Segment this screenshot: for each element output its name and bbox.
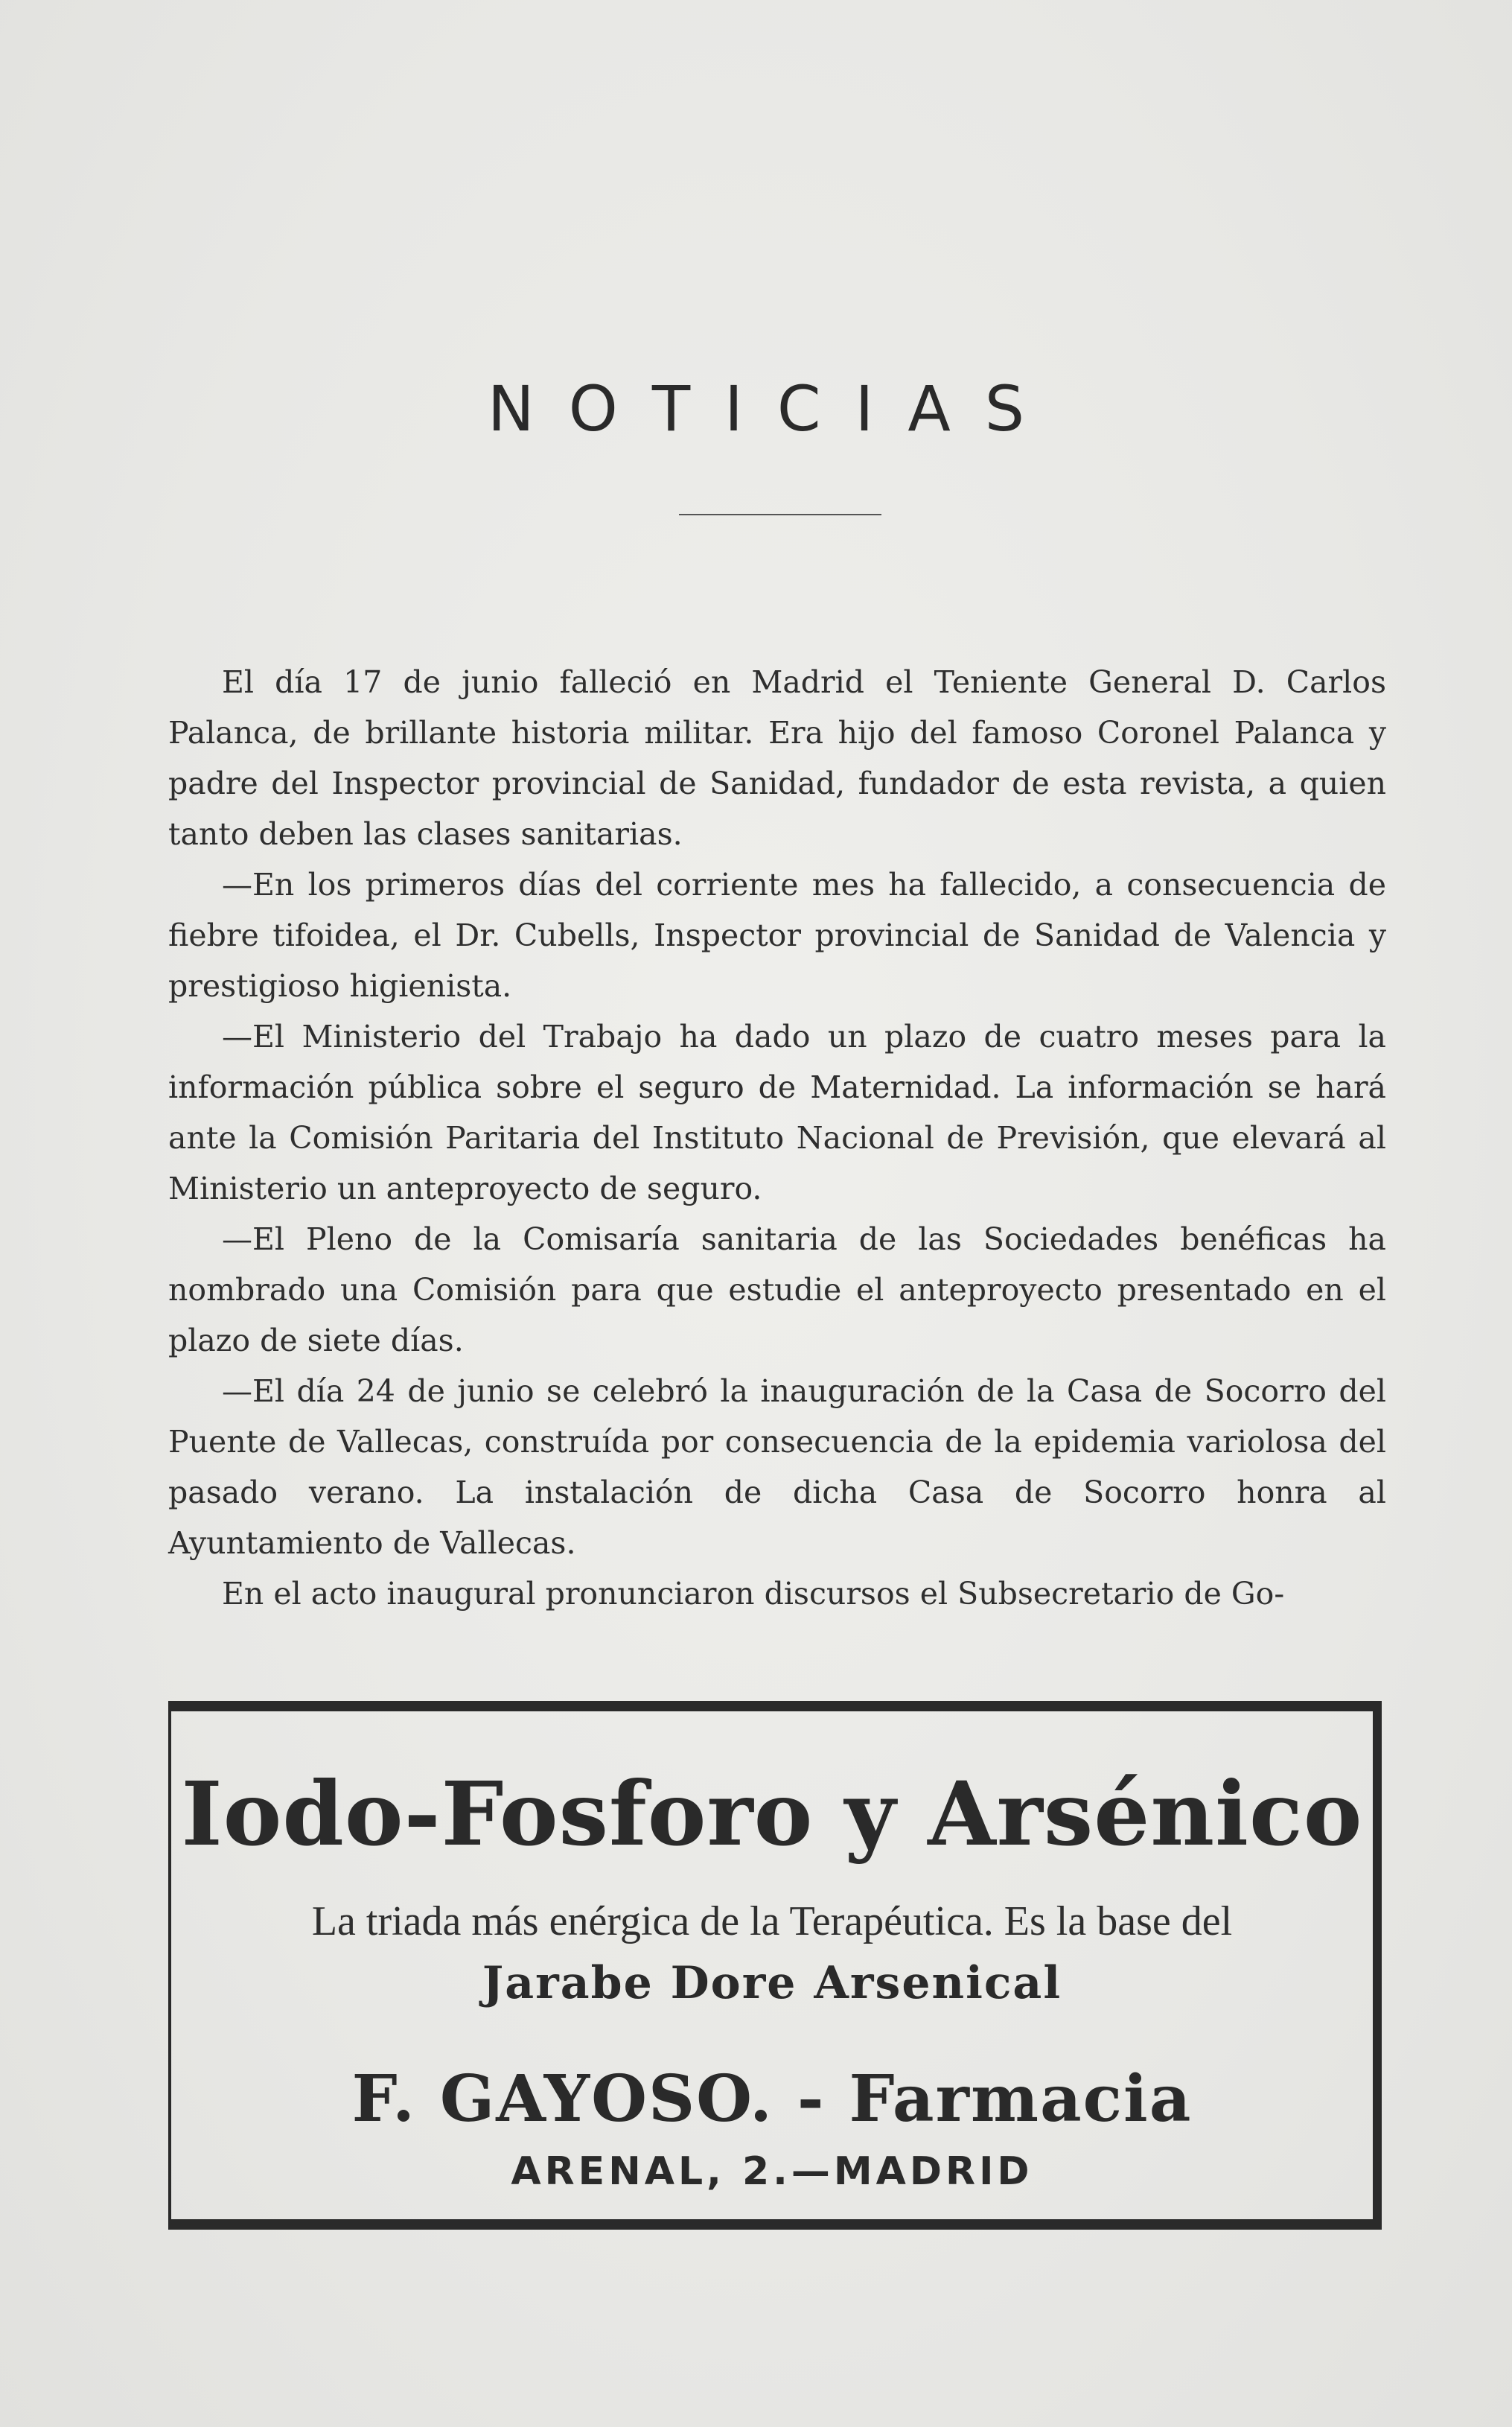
ad-title: Iodo-Fosforo y Arsénico (181, 1762, 1363, 1865)
news-item-cubells: —En los primeros días del corriente mes ha fallecido, a consecuencia de fiebre tifoidea, el Dr. Cubells, Inspector provincial de Sanidad de Valencia y prestigioso higienista. (168, 867, 1386, 1004)
news-item-maternidad: —El Ministerio del Trabajo ha dado un plazo de cuatro meses para la información pública sobre el seguro de Maternidad. La información se hará ante la Comisión Paritaria del Instituto Nacional de Previsión, que elevará al Ministerio un anteproyecto de seguro. (168, 1019, 1386, 1206)
title-divider (679, 514, 881, 515)
news-item-palanca: El día 17 de junio falleció en Madrid el Teniente General D. Carlos Palanca, de brillante historia militar. Era hijo del famoso Coronel Palanca y padre del Inspector provincial de Sanidad, fundador de esta revista, a quien tanto deben las clases sanitarias. (168, 664, 1386, 852)
news-item-acto-inaugural: En el acto inaugural pronunciaron discursos el Subsecretario de Go- (222, 1576, 1285, 1612)
ad-tagline: La triada más enérgica de la Terapéutica. Es la base del (311, 1898, 1233, 1944)
advertisement-box (168, 1701, 1382, 2230)
news-article (168, 657, 1386, 1619)
ad-pharmacy-name: F. GAYOSO. - Farmacia (351, 2061, 1193, 2137)
page-title: NOTICIAS (487, 372, 1059, 445)
news-item-comisaria: —El Pleno de la Comisaría sanitaria de las Sociedades benéficas ha nombrado una Comisión para que estudie el anteproyecto presentado en el plazo de siete días. (168, 1221, 1386, 1358)
news-item-vallecas: —El día 24 de junio se celebró la inauguración de la Casa de Socorro del Puente de Vallecas, construída por consecuencia de la epidemia variolosa del pasado verano. La instalación de dicha Casa de Socorro honra al Ayuntamiento de Vallecas. (168, 1373, 1386, 1561)
ad-address: ARENAL, 2.—MADRID (511, 2149, 1033, 2194)
ad-product-name: Jarabe Dore Arsenical (482, 1957, 1062, 2009)
